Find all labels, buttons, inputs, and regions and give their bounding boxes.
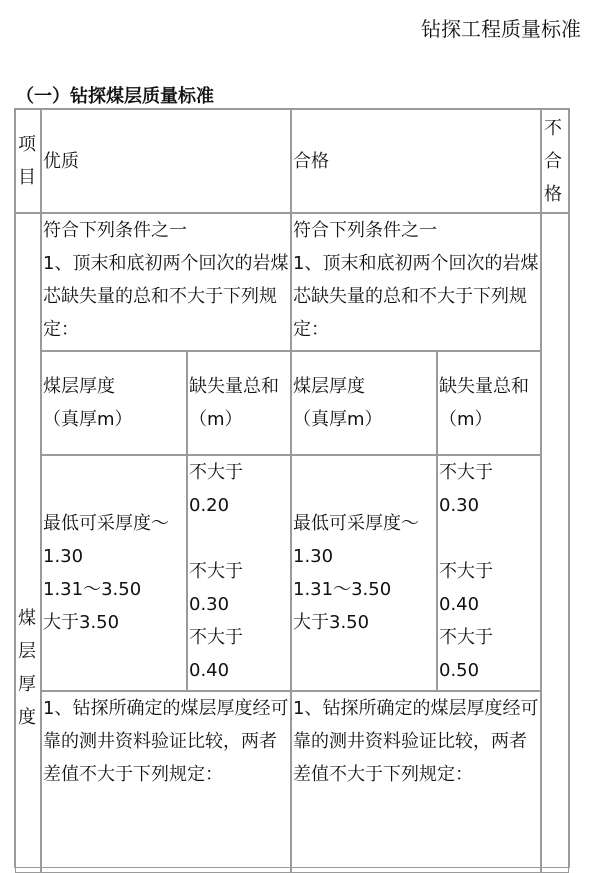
header-qualified-cell [291, 109, 541, 213]
excellent-thickness-header: 煤层厚度 （真厚m） [43, 376, 133, 430]
document-title: 钻探工程质量标准 [421, 17, 581, 41]
excellent-loss-header: 缺失量总和 （m） [189, 376, 279, 430]
qualified-intro-cell [291, 213, 541, 351]
qualified-limits-cell [437, 455, 541, 691]
excellent-condition2-text: 1、钻探所确定的煤层厚度经可靠的测井资料验证比较，两者差值不大于下列规定： [43, 698, 289, 785]
excellent-condition2-cell [41, 691, 291, 873]
header-unqualified-label: 不合格 [544, 117, 562, 205]
excellent-ranges-cell [41, 455, 187, 691]
excellent-limits-cell [187, 455, 291, 691]
qualified-intro-text: 符合下列条件之一 1、顶末和底初两个回次的岩煤芯缺失量的总和不大于下列规定： [293, 220, 539, 340]
excellent-intro-cell [41, 213, 291, 351]
section-heading: （一）钻探煤层质量标准 [16, 86, 214, 107]
qualified-condition2-text: 1、钻探所确定的煤层厚度经可靠的测井资料验证比较，两者差值不大于下列规定： [293, 698, 539, 785]
row-label: 煤层厚度 [18, 608, 36, 728]
excellent-ranges: 最低可采厚度～1.30 1.31～3.50 大于3.50 [43, 513, 169, 633]
header-qualified-label: 合格 [293, 150, 329, 172]
row-label-cell [15, 213, 41, 873]
excellent-limits: 不大于 0.20 不大于 0.30 不大于 0.40 [189, 462, 243, 681]
qualified-thickness-header-cell [291, 351, 437, 455]
unqualified-body-cell [541, 213, 569, 873]
qualified-loss-header: 缺失量总和 （m） [439, 376, 529, 430]
header-item-label: 项目 [18, 134, 36, 188]
qualified-thickness-header: 煤层厚度 （真厚m） [293, 376, 383, 430]
header-unqualified-cell [541, 109, 569, 213]
header-excellent-cell [41, 109, 291, 213]
excellent-intro-text: 符合下列条件之一 1、顶末和底初两个回次的岩煤芯缺失量的总和不大于下列规定： [43, 220, 289, 340]
quality-standard-table [14, 108, 570, 868]
header-item-cell [15, 109, 41, 213]
qualified-loss-header-cell [437, 351, 541, 455]
qualified-limits: 不大于 0.30 不大于 0.40 不大于 0.50 [439, 462, 493, 681]
qualified-ranges-cell [291, 455, 437, 691]
excellent-thickness-header-cell [41, 351, 187, 455]
excellent-loss-header-cell [187, 351, 291, 455]
qualified-condition2-cell [291, 691, 541, 873]
header-excellent-label: 优质 [43, 150, 79, 172]
qualified-ranges: 最低可采厚度～1.30 1.31～3.50 大于3.50 [293, 513, 419, 633]
